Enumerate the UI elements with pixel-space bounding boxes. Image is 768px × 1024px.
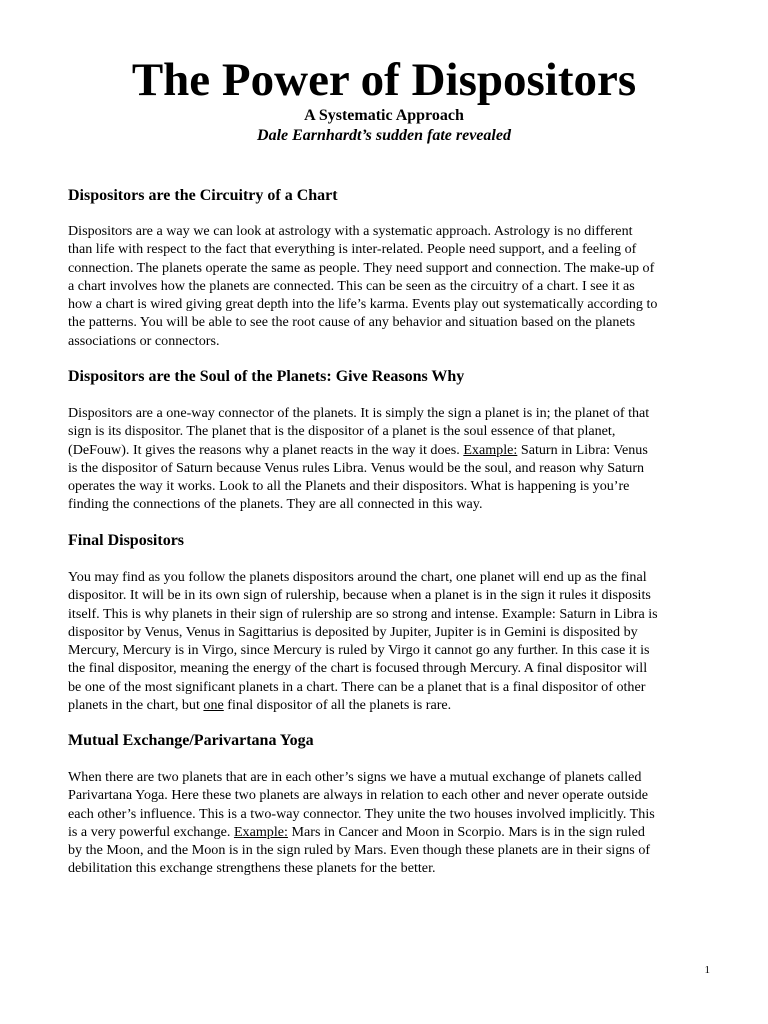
paragraph-line: finding the connections of the planets. They are all connected in this way. <box>68 496 483 513</box>
document-subtitle: A Systematic Approach <box>304 107 464 124</box>
paragraph-line: the final dispositor, meaning the energy of the chart is focused through Mercury. A final dispositor will <box>68 660 648 677</box>
section-paragraph-mutual-exchange <box>68 768 708 878</box>
document-byline: Dale Earnhardt’s sudden fate revealed <box>257 127 511 144</box>
paragraph-line: connection. The planets operate the same as people. They need support and connection. The make-up of <box>68 259 655 276</box>
paragraph-line: each other’s influence. This is a two-way connector. They unite the two houses involved implicitly. This <box>68 805 655 822</box>
line-text: Saturn in Libra: Venus <box>517 441 648 458</box>
paragraph-line: Dispositors are a way we can look at astrology with a systematic approach. Astrology is no different <box>68 223 633 239</box>
paragraph-line: by the Moon, and the Moon is in the sign ruled by Mars. Even though these planets are in their signs of <box>68 842 651 859</box>
section-heading-final-dispositors: Final Dispositors <box>68 532 185 549</box>
section-heading-mutual-exchange: Mutual Exchange/Parivartana Yoga <box>68 732 314 749</box>
paragraph-line: than life with respect to the fact that everything is inter-related. People need support, and a feeling of <box>68 241 637 258</box>
page-number: 1 <box>704 964 710 976</box>
line-text: Mars in Cancer and Moon in Scorpio. Mars is in the sign ruled <box>287 823 645 840</box>
section-paragraph-circuitry <box>68 222 708 350</box>
paragraph-line: is the dispositor of Saturn because Venus rules Libra. Venus would be the soul, and reason why Saturn <box>68 459 645 476</box>
section-heading-circuitry: Dispositors are the Circuitry of a Chart <box>68 187 338 204</box>
section-heading-soul: Dispositors are the Soul of the Planets: Give Reasons Why <box>68 368 465 385</box>
line-text: final dispositor of all the planets is rare. <box>223 697 452 714</box>
paragraph-line: operates the way it works. Look to all the Planets and their dispositors. What is happening is you’re <box>68 478 630 495</box>
paragraph-line: how a chart is wired giving great depth into the life’s karma. Events play out systematically according to <box>68 296 658 313</box>
line-text: planets in the chart, but <box>68 697 204 714</box>
emphasis-one: one <box>203 697 224 714</box>
paragraph-line: debilitation this exchange strengthens these planets for the better. <box>68 860 436 877</box>
paragraph-line <box>68 441 708 459</box>
paragraph-line: Mercury, Mercury is in Virgo, since Mercury is ruled by Virgo it cannot go any further. In this case it is <box>68 642 650 659</box>
paragraph-line: dispositor. It will be in its own sign of rulership, because when a planet is in the sign it rules it disposits <box>68 587 651 604</box>
line-text: (DeFouw). It gives the reasons why a planet reacts in the way it does. <box>68 441 460 458</box>
paragraph-line: When there are two planets that are in each other’s signs we have a mutual exchange of planets called <box>68 769 642 785</box>
paragraph-line <box>68 696 708 714</box>
example-label: Example: <box>463 441 518 458</box>
paragraph-line: itself. This is why planets in their sign of rulership are so strong and intense. Example: Saturn in Libra is <box>68 605 658 622</box>
line-text: is a very powerful exchange. <box>68 823 234 840</box>
paragraph-line: sign is its dispositor. The planet that is the dispositor of a planet is the soul essence of that planet, <box>68 423 616 440</box>
section-paragraph-final-dispositors <box>68 568 708 714</box>
paragraph-line: You may find as you follow the planets dispositors around the chart, one planet will end up as the final <box>68 569 647 585</box>
paragraph-line <box>68 823 708 841</box>
paragraph-line: Parivartana Yoga. Here these two planets are always in relation to each other and never operate outside <box>68 787 648 804</box>
document-title: The Power of Dispositors <box>131 54 637 106</box>
paragraph-line: a chart involves how the planets are connected. This can be seen as the circuitry of a chart. I see it as <box>68 277 635 294</box>
paragraph-line: associations or connectors. <box>68 332 220 349</box>
paragraph-line: be one of the most significant planets in a chart. There can be a planet that is a final dispositor of other <box>68 678 646 695</box>
paragraph-line: dispositor by Venus, Venus in Sagittarius is deposited by Jupiter, Jupiter is in Gemini is disposited by <box>68 623 638 640</box>
example-label: Example: <box>233 823 288 840</box>
section-paragraph-soul <box>68 404 708 514</box>
paragraph-line: the patterns. You will be able to see the root cause of any behavior and situation based on the planets <box>68 314 636 331</box>
paragraph-line: Dispositors are a one-way connector of the planets. It is simply the sign a planet is in; the planet of that <box>68 405 650 421</box>
